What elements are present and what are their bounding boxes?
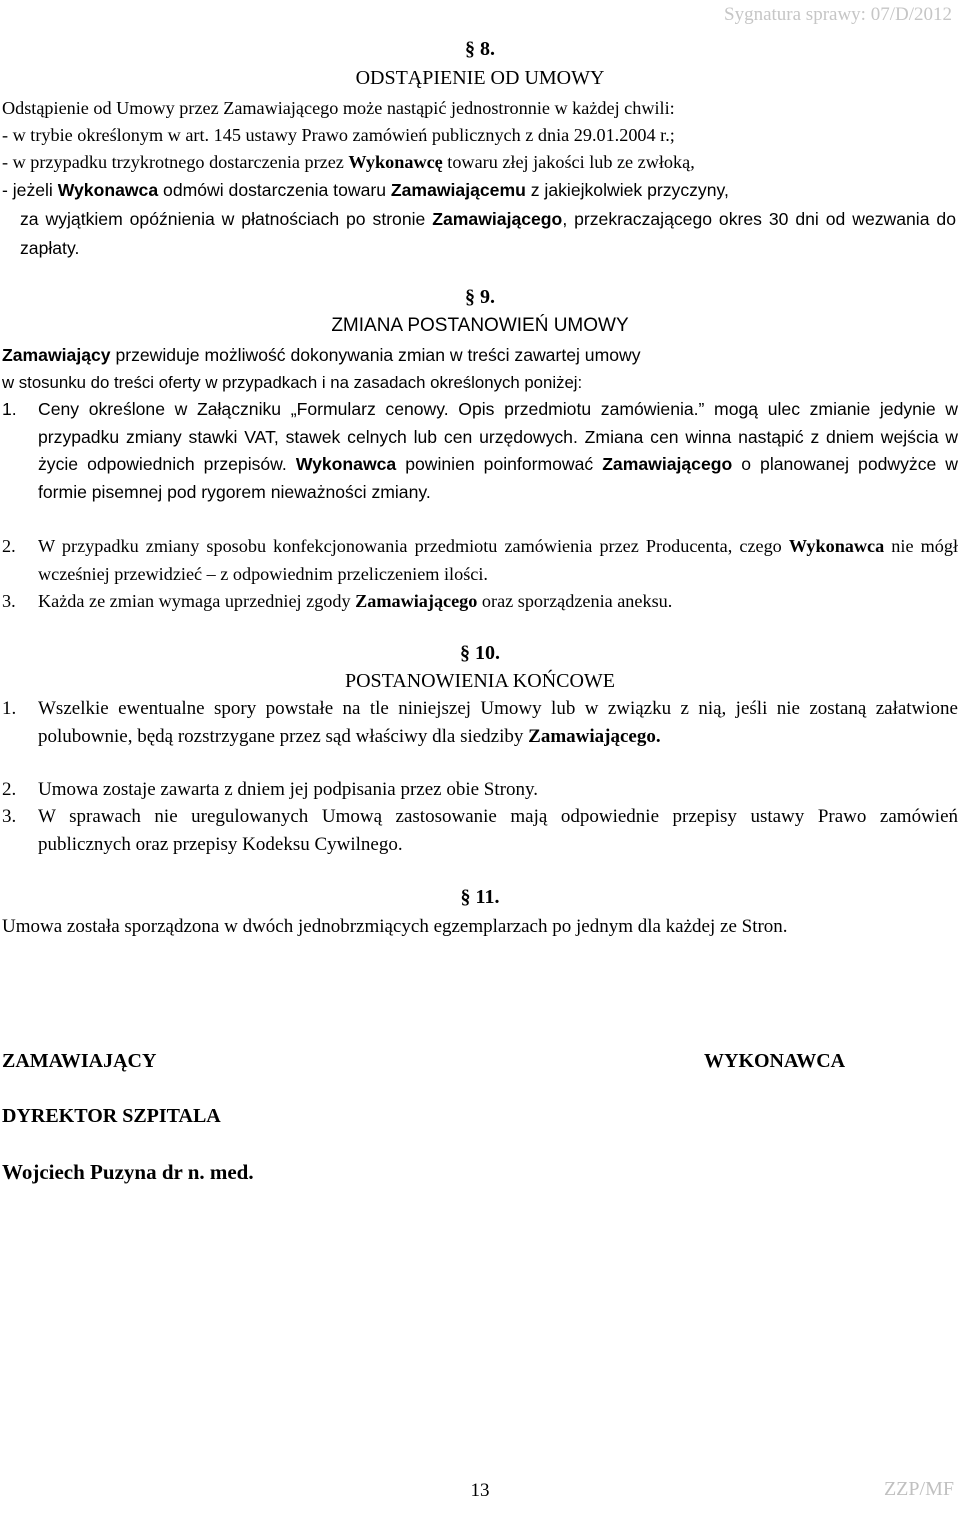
section-10-item-3 — [2, 803, 958, 858]
section-8-line-2: - w trybie określonym w art. 145 ustawy Prawo zamówień publicznych z dnia 29.01.2004 r.; — [2, 125, 675, 145]
section-8-line-1: Odstąpienie od Umowy przez Zamawiającego może nastąpić jednostronnie w każdej chwili: — [2, 98, 675, 118]
section-8-line-5 — [20, 205, 956, 262]
party-client: Zamawiającego — [432, 209, 563, 229]
item-number: 1. — [2, 399, 17, 419]
signature-director: DYREKTOR SZPITALA — [2, 1105, 221, 1127]
case-signature: Sygnatura sprawy: 07/D/2012 — [724, 4, 952, 25]
signature-contractor-title: WYKONAWCA — [704, 1050, 846, 1072]
party-client: Zamawiającego — [602, 454, 733, 474]
item-text: W sprawach nie uregulowanych Umową zastosowanie mają odpowiednie przepisy ustawy Prawo zamówień publicznych oraz przepisy Kodeksu Cywilnego. — [38, 806, 958, 855]
item-number: 1. — [2, 698, 17, 719]
item-number: 2. — [2, 536, 16, 556]
text-span: - jeżeli — [2, 180, 58, 200]
party-client: Zamawiającego — [355, 591, 478, 611]
section-11-number: § 11. — [460, 886, 500, 908]
item-text — [38, 588, 958, 616]
text-span: Ceny określone w Załączniku „Formularz cenowy. Opis przedmiotu zamówienia.” mogą ulec zmianie jedynie w przypadku zmiany stawki VAT, stawek celnych lub cen urzędowych. Zmiana cen winna nastąpić z dniem wejścia w życie odpowiednich przepisów. — [38, 399, 958, 474]
text-span: W przypadku zmiany sposobu konfekcjonowania przedmiotu zamówienia przez Producenta, czego — [38, 536, 789, 556]
text-span: , przekraczającego okres 30 dni od wezwania do zapłaty. — [20, 209, 956, 258]
text-span: towaru złej jakości lub ze zwłoką, — [442, 152, 695, 172]
text-span: powinien poinformować — [396, 454, 603, 474]
item-number: 3. — [2, 591, 16, 611]
party-client: Zamawiającego. — [528, 725, 661, 747]
text-span: przewiduje możliwość dokonywania zmian w treści zawartej umowy — [110, 345, 641, 365]
section-8-number: § 8. — [465, 38, 495, 60]
item-text — [38, 533, 958, 588]
section-10-item-2 — [2, 776, 958, 804]
party-contractor: Wykonawca — [57, 180, 159, 200]
text-span: o planowanej podwyżce w formie pisemnej pod rygorem nieważności zmiany. — [38, 454, 958, 502]
text-span: Wszelkie ewentualne spory powstałe na tle niniejszej Umowy lub w związku z nią, jeśli nie zostaną załatwione polubownie, będą rozstrzygane przez sąd właściwy dla siedziby — [38, 698, 958, 747]
section-8-line-4 — [2, 176, 958, 205]
section-9-title: ZMIANA POSTANOWIEŃ UMOWY — [331, 315, 629, 336]
party-client: Zamawiającemu — [390, 180, 526, 200]
section-9-intro — [2, 342, 958, 369]
text-span: nie mógł wcześniej przewidzieć – z odpowiednim przeliczeniem ilości. — [38, 536, 958, 584]
section-9-item-2 — [2, 533, 958, 588]
text-span: Każda ze zmian wymaga uprzedniej zgody — [38, 591, 356, 611]
party-client: Zamawiający — [2, 345, 111, 365]
section-10-item-1 — [2, 695, 958, 750]
text-span: - w przypadku trzykrotnego dostarczenia przez — [2, 152, 349, 172]
section-11-text: Umowa została sporządzona w dwóch jednobrzmiących egzemplarzach po jednym dla każdej ze Stron. — [2, 916, 788, 937]
party-contractor: Wykonawcę — [348, 152, 443, 172]
text-span: z jakiejkolwiek przyczyny, — [525, 180, 729, 200]
section-9-item-3 — [2, 588, 958, 616]
section-9-number: § 9. — [465, 286, 495, 308]
signature-name: Wojciech Puzyna dr n. med. — [2, 1160, 254, 1184]
party-contractor: Wykonawca — [788, 536, 885, 556]
party-contractor: Wykonawca — [295, 454, 397, 474]
text-span: odmówi dostarczenia towaru — [158, 180, 391, 200]
footer-code: ZZP/MF — [883, 1478, 954, 1500]
section-9-intro-2: w stosunku do treści oferty w przypadkach i na zasadach określonych poniżej: — [2, 373, 583, 392]
section-8-title: ODSTĄPIENIE OD UMOWY — [355, 67, 605, 89]
item-text — [38, 695, 958, 750]
item-text — [38, 396, 958, 506]
item-number: 3. — [2, 806, 17, 827]
text-span: oraz sporządzenia aneksu. — [477, 591, 673, 611]
signature-client-title: ZAMAWIAJĄCY — [2, 1050, 157, 1072]
section-10-number: § 10. — [460, 642, 500, 664]
page-number: 13 — [470, 1480, 490, 1501]
text-span: za wyjątkiem opóźnienia w płatnościach po stronie — [20, 209, 433, 229]
section-8-line-3 — [2, 149, 958, 177]
section-9-item-1 — [2, 396, 958, 506]
item-text: Umowa zostaje zawarta z dniem jej podpisania przez obie Strony. — [38, 779, 538, 800]
item-number: 2. — [2, 779, 17, 800]
section-10-title: POSTANOWIENIA KOŃCOWE — [344, 670, 616, 692]
